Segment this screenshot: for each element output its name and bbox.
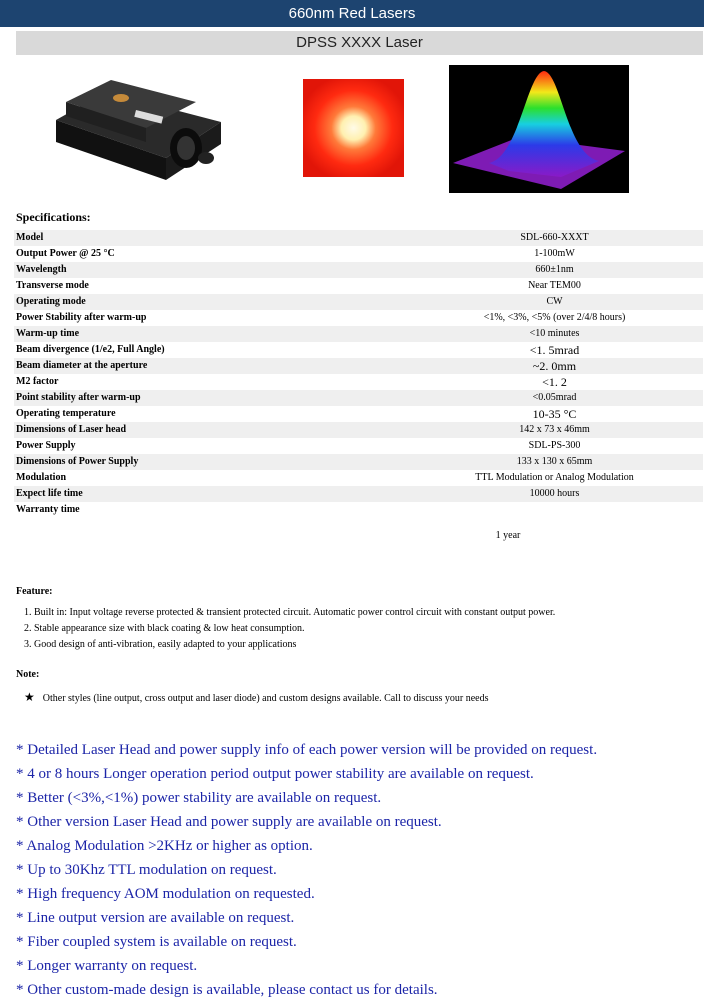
table-row <box>14 342 703 358</box>
table-row <box>14 374 703 390</box>
spec-label: Warm-up time <box>14 326 318 342</box>
request-options-list <box>16 738 597 1002</box>
table-row <box>14 486 703 502</box>
table-row <box>14 246 703 262</box>
table-row <box>14 278 703 294</box>
table-row <box>14 326 703 342</box>
spec-value: 660±1nm <box>318 262 703 278</box>
spec-label: Dimensions of Laser head <box>14 422 318 438</box>
spec-label: Operating mode <box>14 294 318 310</box>
spec-value: 142 x 73 x 46mm <box>318 422 703 438</box>
spec-label: Dimensions of Power Supply <box>14 454 318 470</box>
table-row <box>14 470 703 486</box>
list-item: 1. Built in: Input voltage reverse protected & transient protected circuit. Automatic power control circuit with constant output power. <box>34 605 555 621</box>
spec-value: <0.05mrad <box>318 390 703 406</box>
feature-heading: Feature: <box>16 586 53 597</box>
spec-label: Expect life time <box>14 486 318 502</box>
spec-label: Transverse mode <box>16 280 89 291</box>
list-item: * Line output version are available on request. <box>16 910 295 926</box>
table-row <box>14 358 703 374</box>
table-row <box>14 502 703 518</box>
warranty-value: 1 year <box>495 530 521 541</box>
spec-label: Modulation <box>16 472 67 483</box>
table-row <box>14 262 703 278</box>
spec-label: Power Stability after warm-up <box>16 312 147 323</box>
spec-value: SDL-PS-300 <box>528 440 581 451</box>
spec-label: Power Supply <box>16 440 76 451</box>
spec-label: Model <box>14 230 318 246</box>
spec-label: Wavelength <box>14 262 318 278</box>
spec-label: Operating temperature <box>16 408 116 419</box>
note-text: Other styles (line output, cross output and laser diode) and custom designs available. Call to discuss your needs <box>42 693 489 704</box>
spec-label: Beam diameter at the aperture <box>14 358 318 374</box>
list-item: 3. Good design of anti-vibration, easily adapted to your applications <box>34 637 555 653</box>
table-row <box>14 454 703 470</box>
note-heading: Note: <box>16 669 40 680</box>
list-item: * Better (<3%,<1%) power stability are available on request. <box>16 790 382 806</box>
spec-value: <1. 2 <box>542 375 567 389</box>
spec-value: SDL-660-XXXT <box>318 230 703 246</box>
table-row <box>14 390 703 406</box>
specifications-heading: Specifications: <box>16 210 91 224</box>
feature-list <box>14 605 555 653</box>
list-item: * Other version Laser Head and power supply are available on request. <box>16 814 442 830</box>
list-item: * Detailed Laser Head and power supply info of each power version will be provided on request. <box>16 742 598 758</box>
spec-value: <1%, <3%, <5% (over 2/4/8 hours) <box>483 312 626 323</box>
laser-head-photo <box>46 62 226 196</box>
spec-value: 1-100mW <box>534 248 575 259</box>
list-item: * Other custom-made design is available, please contact us for details. <box>16 982 438 998</box>
spec-value: <10 minutes <box>318 326 703 342</box>
spec-value <box>318 502 703 518</box>
spec-value: Near TEM00 <box>528 280 581 291</box>
spec-label: Warranty time <box>16 504 80 515</box>
list-item: * 4 or 8 hours Longer operation period output power stability are available on request. <box>16 766 534 782</box>
table-row <box>14 230 703 246</box>
page-title: 660nm Red Lasers <box>0 0 704 27</box>
spec-value: CW <box>318 294 703 310</box>
spec-label: Point stability after warm-up <box>14 390 318 406</box>
list-item: * Analog Modulation >2KHz or higher as option. <box>16 838 313 854</box>
spec-value: <1. 5mrad <box>529 343 580 357</box>
table-row <box>14 438 703 454</box>
red-beam-spot-photo <box>303 79 404 177</box>
spec-value: ~2. 0mm <box>318 358 703 374</box>
spec-value: 133 x 130 x 65mm <box>318 454 703 470</box>
spec-value: 10000 hours <box>318 486 703 502</box>
spec-label: Output Power @ 25 °C <box>16 248 115 259</box>
list-item: * Fiber coupled system is available on request. <box>16 934 297 950</box>
list-item: * Up to 30Khz TTL modulation on request. <box>16 862 277 878</box>
spec-value: 10-35 °C <box>532 407 577 421</box>
star-bullet-icon: ★ <box>24 690 35 704</box>
specifications-table <box>14 230 703 518</box>
note-item <box>24 690 489 705</box>
table-row <box>14 422 703 438</box>
table-row <box>14 310 703 326</box>
list-item: 2. Stable appearance size with black coating & low heat consumption. <box>34 621 555 637</box>
spec-value: TTL Modulation or Analog Modulation <box>475 472 634 483</box>
list-item: * High frequency AOM modulation on requested. <box>16 886 315 902</box>
beam-profile-3d-plot <box>449 65 629 193</box>
table-row <box>14 294 703 310</box>
product-subtitle: DPSS XXXX Laser <box>16 31 703 55</box>
spec-label: Beam divergence (1/e2, Full Angle) <box>16 344 165 355</box>
list-item: * Longer warranty on request. <box>16 958 198 974</box>
table-row <box>14 406 703 422</box>
spec-label: M2 factor <box>16 376 59 387</box>
